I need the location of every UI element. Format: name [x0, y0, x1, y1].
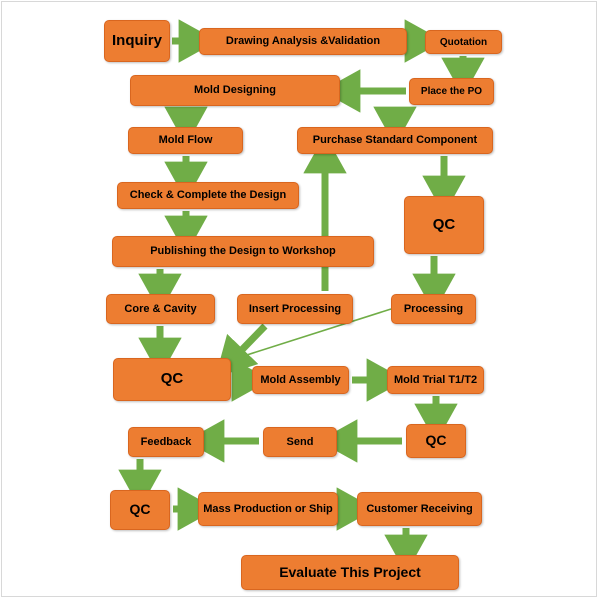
node-qc-3[interactable]: QC — [406, 424, 466, 458]
node-qc-1[interactable]: QC — [404, 196, 484, 254]
node-mold-trial[interactable]: Mold Trial T1/T2 — [387, 366, 484, 394]
node-mold-designing[interactable]: Mold Designing — [130, 75, 340, 106]
node-processing[interactable]: Processing — [391, 294, 476, 324]
node-evaluate[interactable]: Evaluate This Project — [241, 555, 459, 590]
node-check-complete[interactable]: Check & Complete the Design — [117, 182, 299, 209]
node-publishing[interactable]: Publishing the Design to Workshop — [112, 236, 374, 267]
node-qc-4[interactable]: QC — [110, 490, 170, 530]
node-drawing-analysis[interactable]: Drawing Analysis &Validation — [199, 28, 407, 55]
node-mold-assembly[interactable]: Mold Assembly — [252, 366, 349, 394]
node-mold-flow[interactable]: Mold Flow — [128, 127, 243, 154]
node-qc-2[interactable]: QC — [113, 358, 231, 401]
node-purchase-standard[interactable]: Purchase Standard Component — [297, 127, 493, 154]
node-place-the-po[interactable]: Place the PO — [409, 78, 494, 105]
node-quotation[interactable]: Quotation — [425, 30, 502, 54]
node-mass-production[interactable]: Mass Production or Ship — [198, 492, 338, 526]
node-insert-processing[interactable]: Insert Processing — [237, 294, 353, 324]
node-inquiry[interactable]: Inquiry — [104, 20, 170, 62]
node-send[interactable]: Send — [263, 427, 337, 457]
node-core-cavity[interactable]: Core & Cavity — [106, 294, 215, 324]
node-customer-receiving[interactable]: Customer Receiving — [357, 492, 482, 526]
node-feedback[interactable]: Feedback — [128, 427, 204, 457]
